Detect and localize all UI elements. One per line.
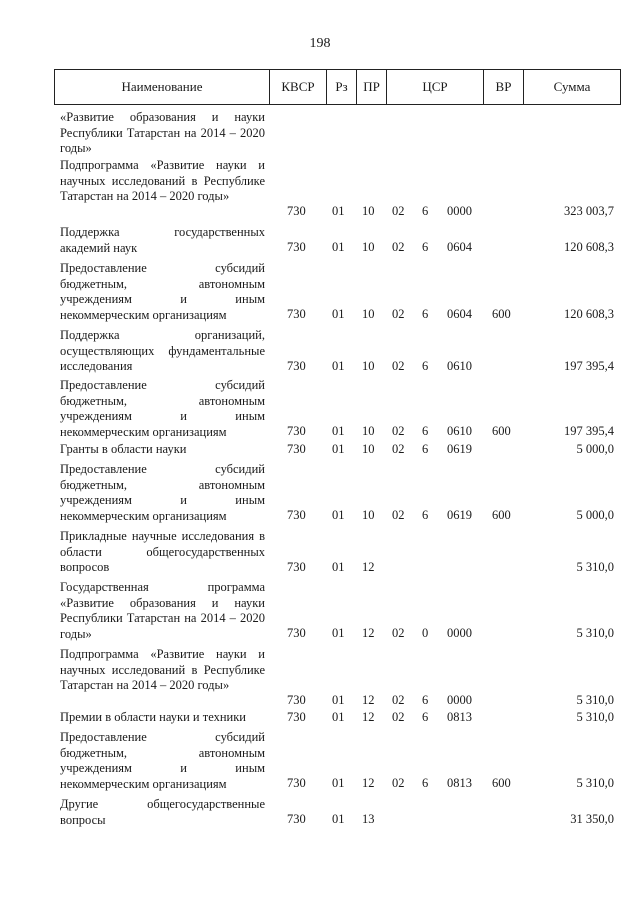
- row-csr-program: 02: [392, 626, 405, 640]
- row-pr: 10: [362, 442, 375, 456]
- row-kvsr: 730: [287, 307, 306, 321]
- row-vr: 600: [492, 424, 511, 438]
- row-sum: 31 350,0: [570, 812, 614, 826]
- row-csr-program: 02: [392, 204, 405, 218]
- table-row: [60, 225, 616, 256]
- row-kvsr: 730: [287, 204, 306, 218]
- row-name: «Развитие образования и науки Республики Татарстан на 2014 – 2020 годы»: [60, 110, 265, 155]
- row-kvsr: 730: [287, 626, 306, 640]
- row-name: Премии в области науки и техники: [60, 710, 246, 724]
- row-rz: 01: [332, 307, 345, 321]
- row-rz: 01: [332, 204, 345, 218]
- row-sum: 5 310,0: [576, 626, 614, 640]
- row-pr: 12: [362, 776, 375, 790]
- row-csr-program: 02: [392, 710, 405, 724]
- row-csr-code: 0813: [447, 710, 472, 724]
- row-csr-subprogram: 6: [422, 693, 429, 707]
- row-kvsr: 730: [287, 710, 306, 724]
- row-sum: 197 395,4: [564, 359, 614, 373]
- row-kvsr: 730: [287, 508, 306, 522]
- table-row: [60, 158, 616, 220]
- row-csr-code: 0610: [447, 359, 472, 373]
- row-kvsr: 730: [287, 776, 306, 790]
- row-name: Прикладные научные исследования в области общегосударственных вопросов: [60, 529, 265, 574]
- row-name: Поддержка государственных академий наук: [60, 225, 265, 255]
- row-vr: 600: [492, 508, 511, 522]
- table-row: [60, 462, 616, 524]
- row-pr: 10: [362, 204, 375, 218]
- row-kvsr: 730: [287, 424, 306, 438]
- row-csr-program: 02: [392, 442, 405, 456]
- row-sum: 5 000,0: [576, 508, 614, 522]
- row-name: Подпрограмма «Развитие науки и научных исследований в Республике Татарстан на 2014 – 2020 годы»: [60, 158, 265, 203]
- table-row: [60, 730, 616, 792]
- table-row: [60, 328, 616, 374]
- table-row: [60, 261, 616, 323]
- row-rz: 01: [332, 693, 345, 707]
- row-name: Предоставление субсидий бюджетным, автономным учреждениям и иным некоммерческим организациям: [60, 261, 265, 322]
- row-pr: 10: [362, 359, 375, 373]
- table-row: [60, 797, 616, 828]
- row-csr-subprogram: 6: [422, 204, 429, 218]
- row-csr-program: 02: [392, 693, 405, 707]
- row-rz: 01: [332, 508, 345, 522]
- row-name: Подпрограмма «Развитие науки и научных исследований в Республике Татарстан на 2014 – 2020 годы»: [60, 647, 265, 692]
- row-csr-subprogram: 6: [422, 359, 429, 373]
- row-kvsr: 730: [287, 693, 306, 707]
- row-csr-program: 02: [392, 424, 405, 438]
- row-sum: 120 608,3: [564, 307, 614, 321]
- row-csr-code: 0000: [447, 204, 472, 218]
- header-vr: ВР: [484, 70, 524, 104]
- row-sum: 5 310,0: [576, 560, 614, 574]
- row-csr-code: 0604: [447, 307, 472, 321]
- header-rz: Рз: [327, 70, 357, 104]
- row-rz: 01: [332, 240, 345, 254]
- row-vr: 600: [492, 776, 511, 790]
- table-row: [60, 647, 616, 709]
- row-csr-subprogram: 6: [422, 240, 429, 254]
- row-csr-program: 02: [392, 508, 405, 522]
- row-pr: 12: [362, 693, 375, 707]
- row-csr-subprogram: 6: [422, 442, 429, 456]
- row-sum: 5 310,0: [576, 710, 614, 724]
- table-header: [54, 69, 621, 105]
- row-csr-program: 02: [392, 359, 405, 373]
- row-name: Другие общегосударственные вопросы: [60, 797, 265, 827]
- row-rz: 01: [332, 560, 345, 574]
- row-name: Предоставление субсидий бюджетным, автономным учреждениям и иным некоммерческим организациям: [60, 462, 265, 523]
- row-rz: 01: [332, 626, 345, 640]
- row-csr-program: 02: [392, 240, 405, 254]
- row-sum: 5 310,0: [576, 776, 614, 790]
- row-sum: 5 310,0: [576, 693, 614, 707]
- row-pr: 10: [362, 240, 375, 254]
- row-csr-subprogram: 6: [422, 710, 429, 724]
- row-pr: 10: [362, 307, 375, 321]
- row-csr-program: 02: [392, 776, 405, 790]
- row-name: Предоставление субсидий бюджетным, автономным учреждениям и иным некоммерческим организациям: [60, 730, 265, 791]
- row-rz: 01: [332, 776, 345, 790]
- row-rz: 01: [332, 424, 345, 438]
- row-pr: 10: [362, 508, 375, 522]
- row-sum: 5 000,0: [576, 442, 614, 456]
- row-sum: 197 395,4: [564, 424, 614, 438]
- row-pr: 10: [362, 424, 375, 438]
- row-csr-code: 0000: [447, 693, 472, 707]
- row-pr: 12: [362, 710, 375, 724]
- header-sum: Сумма: [553, 79, 591, 94]
- row-name: Поддержка организаций, осуществляющих фундаментальные исследования: [60, 328, 265, 373]
- row-csr-code: 0813: [447, 776, 472, 790]
- row-rz: 01: [332, 359, 345, 373]
- row-rz: 01: [332, 442, 345, 456]
- header-csr: ЦСР: [387, 70, 484, 104]
- row-csr-subprogram: 6: [422, 776, 429, 790]
- row-name: Государственная программа «Развитие образования и науки Республики Татарстан на 2014 – 2020 годы»: [60, 580, 265, 641]
- row-rz: 01: [332, 812, 345, 826]
- row-sum: 323 003,7: [564, 204, 614, 218]
- header-kvsr: КВСР: [270, 70, 327, 104]
- row-csr-subprogram: 0: [422, 626, 429, 640]
- row-kvsr: 730: [287, 442, 306, 456]
- row-csr-code: 0619: [447, 508, 472, 522]
- row-name: Предоставление субсидий бюджетным, автономным учреждениям и иным некоммерческим организациям: [60, 378, 265, 439]
- row-kvsr: 730: [287, 359, 306, 373]
- page-number: 198: [309, 36, 331, 51]
- row-csr-code: 0610: [447, 424, 472, 438]
- row-kvsr: 730: [287, 560, 306, 574]
- table-row: [60, 378, 616, 440]
- header-name: Наименование: [55, 70, 270, 104]
- table-row: [60, 580, 616, 642]
- row-csr-program: 02: [392, 307, 405, 321]
- table-row: [60, 442, 616, 458]
- row-csr-code: 0604: [447, 240, 472, 254]
- row-pr: 12: [362, 560, 375, 574]
- row-pr: 12: [362, 626, 375, 640]
- header-pr: ПР: [357, 70, 387, 104]
- row-name: Гранты в области науки: [60, 442, 187, 456]
- row-csr-code: 0619: [447, 442, 472, 456]
- row-sum: 120 608,3: [564, 240, 614, 254]
- row-csr-subprogram: 6: [422, 508, 429, 522]
- row-csr-subprogram: 6: [422, 424, 429, 438]
- row-csr-subprogram: 6: [422, 307, 429, 321]
- row-rz: 01: [332, 710, 345, 724]
- row-csr-code: 0000: [447, 626, 472, 640]
- row-vr: 600: [492, 307, 511, 321]
- table-row: [60, 110, 616, 156]
- row-pr: 13: [362, 812, 375, 826]
- row-kvsr: 730: [287, 812, 306, 826]
- table-row: [60, 529, 616, 575]
- row-kvsr: 730: [287, 240, 306, 254]
- table-row: [60, 710, 616, 726]
